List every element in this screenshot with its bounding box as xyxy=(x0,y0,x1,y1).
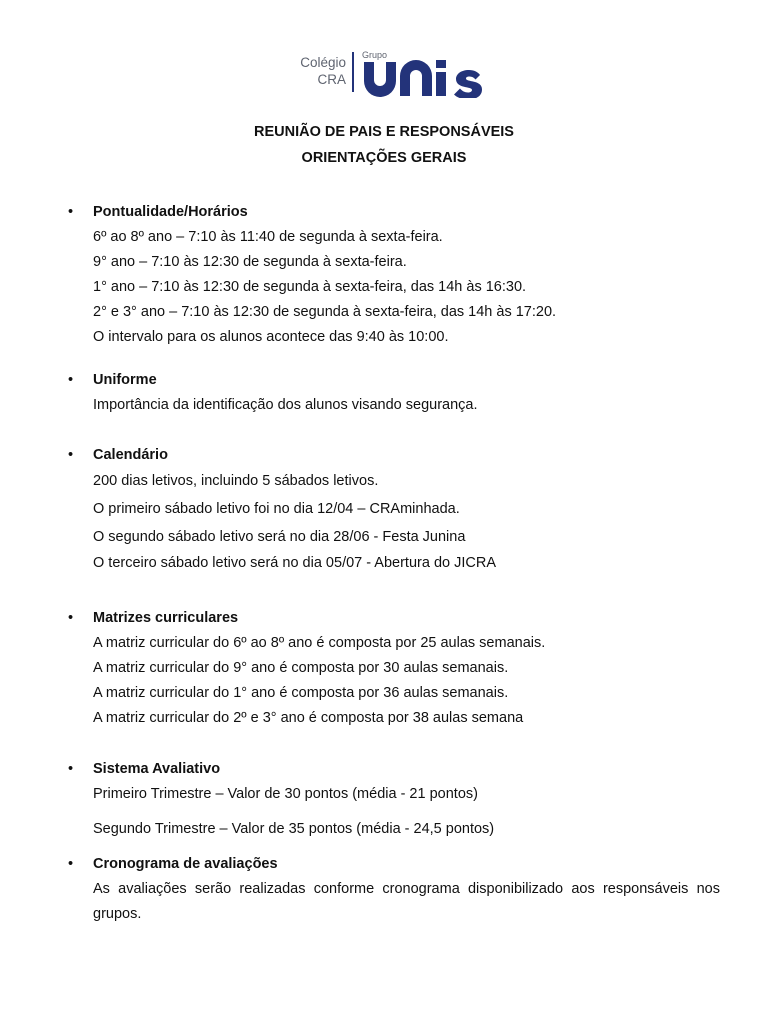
unis-brand-logo-icon xyxy=(362,58,482,98)
calendar-line: O segundo sábado letivo será no dia 28/06 - Festa Junina xyxy=(93,529,466,545)
schedule-paragraph: As avaliações serão realizadas conforme cronograma disponibilizado aos responsáveis nos grupos. xyxy=(93,881,720,922)
schedule-line: 1° ano – 7:10 às 12:30 de segunda à sexta-feira, das 14h às 16:30. xyxy=(93,279,527,295)
schedule-line: 9° ano – 7:10 às 12:30 de segunda à sexta-feira. xyxy=(93,254,407,270)
logo-divider xyxy=(352,52,354,92)
logo-grupo-label: Grupo xyxy=(362,50,388,60)
document-title: REUNIÃO DE PAIS E RESPONSÁVEIS xyxy=(254,124,514,140)
assessment-line: Primeiro Trimestre – Valor de 30 pontos (média - 21 pontos) xyxy=(93,786,478,802)
section-heading: Matrizes curriculares xyxy=(93,610,239,626)
section-heading: Calendário xyxy=(93,447,168,463)
calendar-line: 200 dias letivos, incluindo 5 sábados letivos. xyxy=(93,473,379,489)
section-heading: Sistema Avaliativo xyxy=(93,761,221,777)
bullet-marker: • xyxy=(68,372,74,388)
section-heading: Pontualidade/Horários xyxy=(93,204,248,220)
bullet-marker: • xyxy=(68,856,74,872)
curriculum-line: A matriz curricular do 1° ano é composta por 36 aulas semanais. xyxy=(93,685,509,701)
uniform-line: Importância da identificação dos alunos visando segurança. xyxy=(93,397,478,413)
document-title-block xyxy=(0,124,768,167)
curriculum-line: A matriz curricular do 6º ao 8º ano é composta por 25 aulas semanais. xyxy=(93,635,546,651)
section-heading: Uniforme xyxy=(93,372,157,388)
assessment-line: Segundo Trimestre – Valor de 35 pontos (média - 24,5 pontos) xyxy=(93,821,495,837)
calendar-line: O terceiro sábado letivo será no dia 05/07 - Abertura do JICRA xyxy=(93,555,496,571)
curriculum-line: A matriz curricular do 2º e 3° ano é composta por 38 aulas semana xyxy=(93,710,524,726)
schedule-line: 6º ao 8º ano – 7:10 às 11:40 de segunda à sexta-feira. xyxy=(93,229,443,245)
schedule-line: O intervalo para os alunos acontece das 9:40 às 10:00. xyxy=(93,329,449,345)
calendar-line: O primeiro sábado letivo foi no dia 12/04 – CRAminhada. xyxy=(93,501,460,517)
logo-school-name xyxy=(286,54,346,88)
bullet-marker: • xyxy=(68,204,74,220)
schedule-line: 2° e 3° ano – 7:10 às 12:30 de segunda à sexta-feira, das 14h às 17:20. xyxy=(93,304,557,320)
document-subtitle: ORIENTAÇÕES GERAIS xyxy=(301,150,467,166)
logo-line-colegio: Colégio xyxy=(300,55,346,70)
school-logo xyxy=(286,50,486,98)
bullet-marker: • xyxy=(68,761,74,777)
curriculum-line: A matriz curricular do 9° ano é composta por 30 aulas semanais. xyxy=(93,660,509,676)
bullet-marker: • xyxy=(68,447,74,463)
section-heading: Cronograma de avaliações xyxy=(93,856,278,872)
bullet-marker: • xyxy=(68,610,74,626)
logo-line-cra: CRA xyxy=(317,72,346,87)
